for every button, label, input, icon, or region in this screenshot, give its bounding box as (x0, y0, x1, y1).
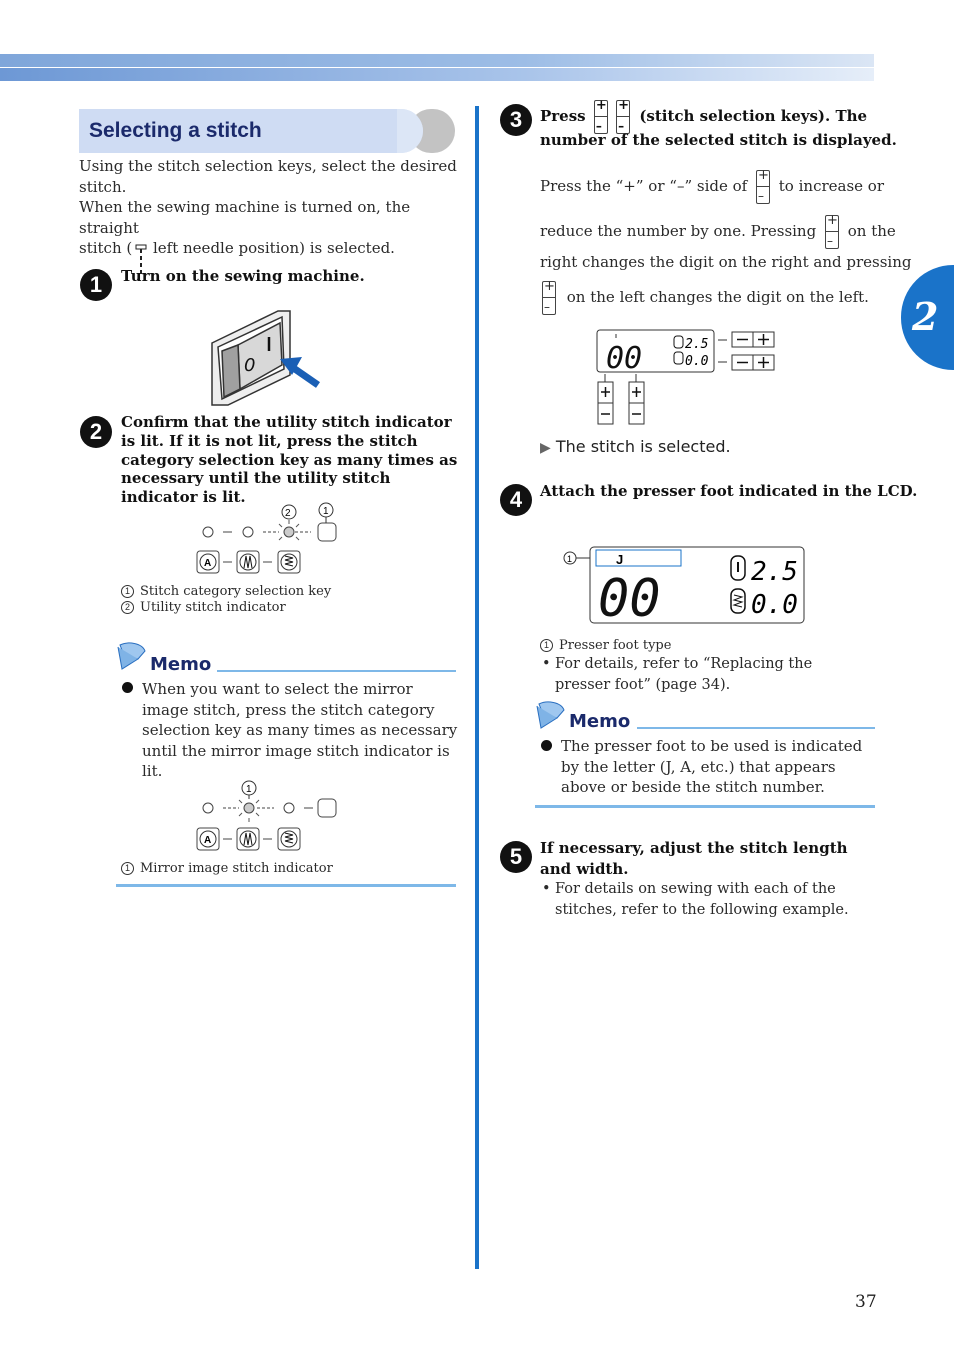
plus-minus-key-icon (756, 170, 770, 204)
switch-off-label: 0 (244, 355, 256, 376)
power-switch-illustration (208, 305, 324, 410)
step-3-body-2: reduce the number by one. Pressing + – on the (540, 215, 896, 249)
header-band-bottom (0, 68, 874, 81)
step-3-body-3: right changes the digit on the right and pressing (540, 253, 912, 271)
svg-text:00: 00 (598, 569, 661, 628)
step-3-heading: Press + – + – (stitch selection keys). The (540, 100, 880, 134)
utility-indicator-diagram (195, 500, 345, 578)
step-2-badge: 2 (80, 416, 112, 448)
mirror-indicator-diagram (195, 778, 345, 856)
memo-right-title: Memo (569, 711, 631, 732)
svg-text:1: 1 (567, 554, 573, 564)
step-1-text: Turn on the sewing machine. (121, 267, 365, 285)
memo-left-text: When you want to select the mirror image stitch, press the stitch category selection key as many times as necessary until the mirror image stitch indicator is lit. (142, 680, 458, 780)
plus-minus-key-icon (594, 100, 608, 134)
intro-line: stitch. (79, 177, 127, 196)
step-3-badge: 3 (500, 104, 532, 136)
presser-caption: 1 Presser foot type (540, 638, 671, 654)
step-5-bullet: • For details on sewing with each of the stitches, refer to the following example. (542, 881, 849, 918)
step-3-body-1: Press the “+” or “–” side of + – to increase or (540, 170, 884, 204)
svg-text:2.5: 2.5 (685, 337, 709, 352)
callout-1: 1 (121, 585, 134, 598)
memo-right-rule (637, 727, 875, 729)
large-lcd-diagram (560, 544, 810, 628)
memo-left-rule (217, 670, 456, 672)
step-3-heading-line2: number of the selected stitch is displayed. (540, 131, 897, 149)
section-title: Selecting a stitch (89, 119, 262, 142)
memo-right-text: The presser foot to be used is indicated by the letter (J, A, etc.) that appears above or beside the stitch number. (561, 737, 863, 796)
step-1-badge: 1 (80, 269, 112, 301)
chapter-number: 2 (912, 294, 939, 339)
svg-text:J: J (616, 552, 624, 567)
result-arrow-icon: ▶ (540, 440, 551, 456)
memo-left-bullet (122, 682, 133, 693)
step-5-badge: 5 (500, 841, 532, 873)
step-3-body-4: + – on the left changes the digit on the left. (540, 281, 869, 315)
plus-minus-key-icon (825, 215, 839, 249)
step-4-badge: 4 (500, 484, 532, 516)
caption-utility-indicator: Utility stitch indicator (140, 600, 286, 615)
memo-right-bottom-rule (535, 805, 875, 808)
callout-2: 2 (121, 601, 134, 614)
small-lcd-diagram (596, 328, 780, 428)
svg-text:0.0: 0.0 (751, 590, 798, 620)
svg-text:1: 1 (323, 506, 329, 517)
svg-text:2: 2 (285, 508, 291, 519)
svg-text:0.0: 0.0 (685, 354, 709, 369)
result-line: ▶ The stitch is selected. (540, 437, 731, 456)
svg-text:A: A (204, 558, 212, 569)
memo-icon (533, 700, 567, 730)
intro-line: When the sewing machine is turned on, the straight (79, 198, 411, 237)
svg-text:1: 1 (246, 784, 252, 795)
caption-stitch-category-key: Stitch category selection key (140, 584, 332, 599)
intro-line-4: stitch ( left needle position) is selected. (79, 238, 459, 279)
intro-line: Using the stitch selection keys, select the desired (79, 157, 457, 175)
memo-right-bullet (541, 740, 552, 751)
svg-text:2.5: 2.5 (751, 557, 798, 587)
plus-minus-key-icon (616, 100, 630, 134)
intro-text (79, 156, 459, 279)
step-2-text: Confirm that the utility stitch indicator is lit. If it is not lit, press the stitch category selection key as many times as necessary until the utility stitch indicator is lit. (121, 413, 458, 507)
memo-left-title: Memo (150, 654, 212, 675)
presser-bullet: • For details, refer to “Replacing the presser foot” (page 34). (542, 656, 813, 693)
page-number: 37 (855, 1292, 877, 1312)
indicator-captions (121, 584, 331, 616)
step-5-text: If necessary, adjust the stitch length and width. (540, 839, 848, 878)
header-band-top (0, 54, 874, 67)
column-divider (475, 106, 479, 1269)
memo-left-bottom-rule (116, 884, 456, 887)
svg-text:A: A (204, 835, 212, 846)
svg-text:00: 00 (606, 341, 643, 376)
memo-icon (114, 641, 148, 671)
mirror-caption: 1 Mirror image stitch indicator (121, 861, 333, 877)
step-4-text: Attach the presser foot indicated in the LCD. (540, 482, 918, 500)
plus-minus-key-icon (542, 281, 556, 315)
